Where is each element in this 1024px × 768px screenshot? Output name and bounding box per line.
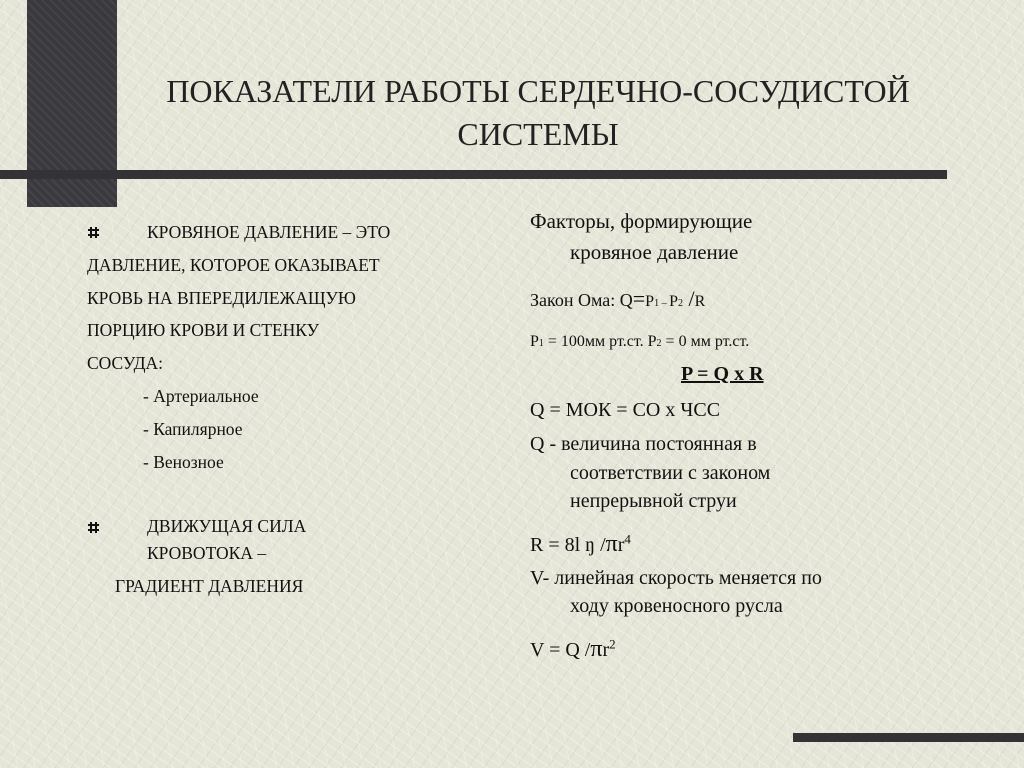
bullet2-line-2: КРОВОТОКА – (147, 543, 267, 563)
pressure-sub2: 2 (656, 338, 662, 349)
r-formula-exponent: 4 (624, 531, 631, 547)
title-line-2: СИСТЕМЫ (457, 116, 619, 152)
ohm-equals: = (632, 286, 646, 311)
r-formula-text: R = 8l ŋ / (530, 534, 606, 556)
slide-title (118, 70, 958, 156)
title-line-1: ПОКАЗАТЕЛИ РАБОТЫ СЕРДЕЧНО-СОСУДИСТОЙ (166, 73, 910, 109)
bullet1-line-4: ПОРЦИЮ КРОВИ И СТЕНКУ (87, 320, 320, 340)
ohm-law (530, 286, 705, 312)
ohm-dash: – (659, 298, 670, 309)
subitem-capillary: - Капилярное (143, 419, 243, 439)
pressure-formula: P = Q x R (681, 363, 764, 385)
v-formula-text: V = Q / (530, 639, 591, 661)
v-desc-line-2: ходу кровеносного русла (570, 595, 783, 617)
v-formula-exponent: 2 (609, 636, 616, 652)
pressure-sub1: 1 (538, 338, 544, 349)
ohm-sub1: 1 (654, 298, 660, 309)
pressure-p1: P (530, 333, 539, 350)
pressure-rest1: = 100мм рт.ст. P (543, 333, 657, 350)
pi-symbol: π (590, 636, 603, 662)
ohm-p1: P (645, 293, 655, 310)
bullet1-line-1: КРОВЯНОЕ ДАВЛЕНИЕ – ЭТО (147, 222, 391, 242)
pressure-values (530, 333, 749, 351)
v-formula-r: r (602, 639, 610, 661)
bullet-hash-icon (87, 521, 100, 534)
ohm-prefix: Закон Ома: Q (530, 290, 633, 310)
bullet2-line-1: ДВИЖУЩАЯ СИЛА (147, 516, 307, 536)
factors-heading-1: Факторы, формирующие (530, 209, 753, 233)
q-desc-line-1: Q - величина постоянная в (530, 433, 757, 455)
subitem-venous: - Венозное (143, 452, 224, 472)
factors-heading-2: кровяное давление (570, 240, 739, 264)
ohm-p2: P (669, 293, 678, 310)
v-desc-line-1: V- линейная скорость меняется по (530, 567, 822, 589)
bullet2-line-3: ГРАДИЕНТ ДАВЛЕНИЯ (115, 576, 304, 596)
r-formula-r: r (617, 534, 625, 556)
bullet-hash-icon (87, 226, 100, 239)
pi-symbol: π (605, 531, 618, 557)
q-desc-line-2: соответствии с законом (570, 462, 771, 484)
subitem-arterial: - Артериальное (143, 386, 259, 406)
pressure-rest2: = 0 мм рт.ст. (661, 333, 750, 350)
bullet1-line-3: КРОВЬ НА ВПЕРЕДИЛЕЖАЩУЮ (87, 288, 356, 308)
ohm-r: R (694, 293, 706, 310)
r-formula (530, 531, 631, 558)
mok-formula: Q = МОК = СО х ЧСС (530, 399, 721, 421)
q-desc-line-3: непрерывной струи (570, 490, 737, 512)
top-divider-bar (0, 170, 947, 179)
bullet1-line-2: ДАВЛЕНИЕ, КОТОРОЕ ОКАЗЫВАЕТ (87, 255, 380, 275)
bullet1-line-5: СОСУДА: (87, 353, 164, 373)
ohm-slash: / (682, 286, 695, 311)
ohm-sub2: 2 (677, 298, 683, 309)
v-formula (530, 636, 616, 663)
bottom-divider-bar (793, 733, 1024, 742)
